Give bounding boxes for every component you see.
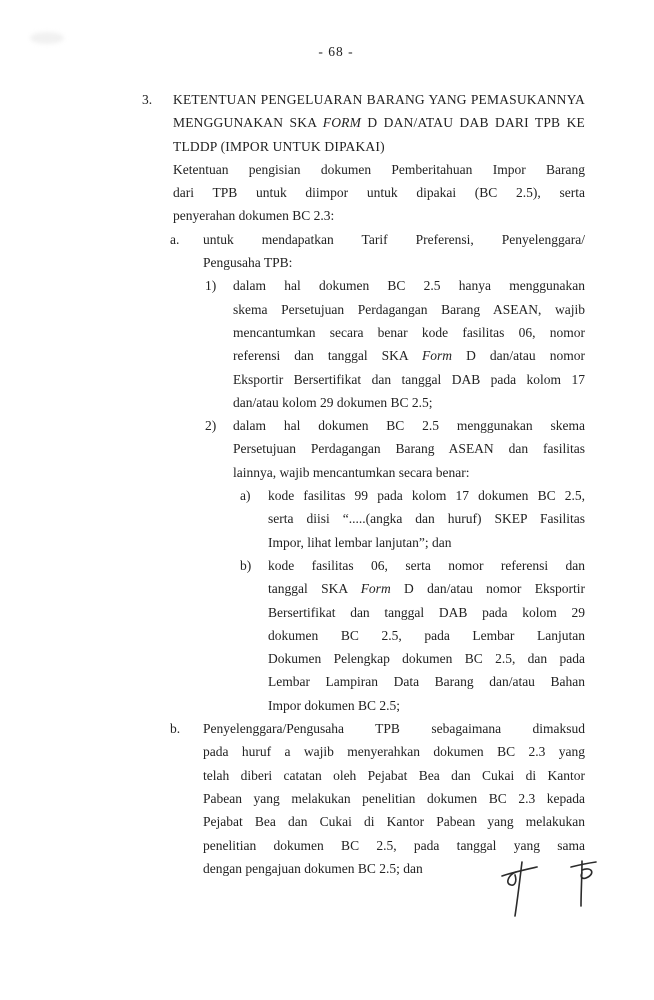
- text-line: dengan pengajuan dokumen BC 2.5; dan: [203, 860, 423, 876]
- text-line: referensi dan tanggal SKA Form D dan/atau nomor: [233, 348, 585, 364]
- text-line: kode fasilitas 06, serta nomor referensi dan: [268, 557, 585, 573]
- list-block: [240, 484, 585, 554]
- italic-text: Form: [422, 348, 453, 364]
- list-marker: 3.: [142, 92, 153, 107]
- list-block: [205, 414, 585, 484]
- block-text: [203, 228, 585, 275]
- text-line: Impor, lihat lembar lanjutan”; dan: [268, 534, 452, 550]
- text-line: dari TPB untuk diimpor untuk dipakai (BC 2.5), serta: [173, 185, 585, 201]
- text-line: MENGGUNAKAN SKA FORM D DAN/ATAU DAB DARI TPB KE: [173, 115, 585, 131]
- text-line: Impor dokumen BC 2.5;: [268, 697, 400, 713]
- page-number: - 68 -: [318, 44, 354, 59]
- block-text: [268, 554, 585, 717]
- text-line: pada huruf a wajib menyerahkan dokumen BC 2.3 yang: [203, 744, 585, 760]
- paraf-initial-2: [567, 858, 599, 910]
- list-marker: a.: [170, 231, 180, 247]
- text-line: dan/atau kolom 29 dokumen BC 2.5;: [233, 394, 433, 410]
- text-line: untuk mendapatkan Tarif Preferensi, Penyelenggara/: [203, 231, 585, 247]
- block-text: [233, 274, 585, 414]
- scan-smudge: [30, 32, 64, 44]
- text-line: skema Persetujuan Perdagangan Barang ASEAN, wajib: [233, 301, 585, 317]
- list-block: [170, 228, 585, 275]
- text-line: mencantumkan secara benar kode fasilitas 06, nomor: [233, 324, 585, 340]
- text-line: kode fasilitas 99 pada kolom 17 dokumen BC 2.5,: [268, 488, 585, 504]
- list-marker: b.: [170, 721, 181, 737]
- text-line: TLDDP (IMPOR UNTUK DIPAKAI): [173, 138, 385, 154]
- text-line: Dokumen Pelengkap dokumen BC 2.5, dan pada: [268, 651, 585, 667]
- text-line: Pejabat Bea dan Cukai di Kantor Pabean yang melakukan: [203, 814, 585, 830]
- block-text: [203, 717, 585, 880]
- text-line: KETENTUAN PENGELUARAN BARANG YANG PEMASUKANNYA: [173, 92, 585, 107]
- list-block: [240, 554, 585, 717]
- block-text: [268, 484, 585, 554]
- text-line: penelitian dokumen BC 2.5, pada tanggal yang sama: [203, 837, 585, 853]
- text-line: Penyelenggara/Pengusaha TPB sebagaimana dimaksud: [203, 721, 585, 737]
- list-block: [142, 88, 585, 158]
- text-line: Pengusaha TPB:: [203, 255, 293, 271]
- document-body: [142, 88, 585, 880]
- list-marker: a): [240, 488, 251, 504]
- list-block: [142, 158, 585, 228]
- text-line: Persetujuan Perdagangan Barang ASEAN dan fasilitas: [233, 441, 585, 457]
- text-line: Bersertifikat dan tanggal DAB pada kolom 29: [268, 604, 585, 620]
- list-marker: 1): [205, 278, 217, 294]
- italic-text: Form: [360, 581, 391, 597]
- text-line: lainnya, wajib mencantumkan secara benar:: [233, 464, 470, 480]
- list-marker: b): [240, 557, 252, 573]
- text-line: dalam hal dokumen BC 2.5 hanya menggunakan: [233, 278, 585, 294]
- text-line: dokumen BC 2.5, pada Lembar Lanjutan: [268, 627, 585, 643]
- text-line: penyerahan dokumen BC 2.3:: [173, 208, 335, 224]
- list-marker: 2): [205, 418, 217, 434]
- text-line: serta diisi “.....(angka dan huruf) SKEP Fasilitas: [268, 511, 585, 527]
- text-line: Eksportir Bersertifikat dan tanggal DAB pada kolom 17: [233, 371, 585, 387]
- list-block: [170, 717, 585, 880]
- block-text: [233, 414, 585, 484]
- text-line: Ketentuan pengisian dokumen Pemberitahuan Impor Barang: [173, 161, 585, 177]
- block-text: [173, 158, 585, 228]
- block-text: [173, 88, 585, 158]
- text-line: dalam hal dokumen BC 2.5 menggunakan skema: [233, 418, 585, 434]
- text-line: Pabean yang melakukan penelitian dokumen BC 2.3 kepada: [203, 790, 585, 806]
- text-line: tanggal SKA Form D dan/atau nomor Eksportir: [268, 581, 586, 597]
- text-line: telah diberi catatan oleh Pejabat Bea dan Cukai di Kantor: [203, 767, 585, 783]
- italic-text: FORM: [322, 115, 362, 131]
- list-block: [205, 274, 585, 414]
- paraf-initial-1: [498, 858, 540, 920]
- text-line: Lembar Lampiran Data Barang dan/atau Bahan: [268, 674, 585, 690]
